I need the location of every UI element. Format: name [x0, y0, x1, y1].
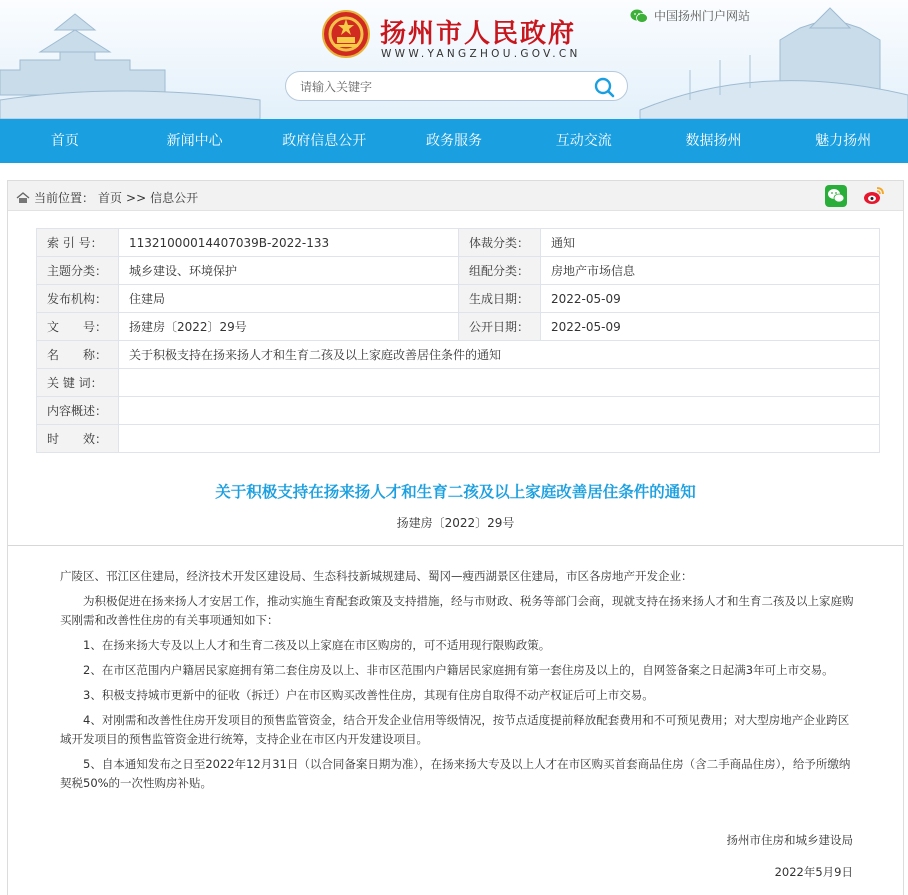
index-number-value: 11321000014407039B-2022-133 [119, 229, 459, 257]
main-nav [0, 119, 908, 163]
weibo-share-icon[interactable] [863, 185, 885, 207]
table-row [37, 425, 880, 453]
nav-data[interactable]: 数据扬州 [685, 133, 742, 149]
article-issuer: 扬州市住房和城乡建设局 [726, 833, 853, 847]
portal-link-label: 中国扬州门户网站 [654, 9, 751, 23]
breadcrumb-home[interactable]: 首页 [98, 191, 123, 205]
publisher-label: 发布机构： [37, 285, 119, 313]
article-item: 4、对刚需和改善性住房开发项目的预售监管资金，结合开发企业信用等级情况，按节点适度提前释放配套费用和不可预见费用；对大型房地产企业跨区域开发项目的预售监管资金进行统筹，支持企业在市区内开发建设项目。 [60, 713, 850, 746]
nav-charm[interactable]: 魅力扬州 [815, 133, 872, 149]
breadcrumb-separator: >> [126, 190, 147, 205]
table-row [37, 229, 880, 257]
article-item: 1、在扬来扬大专及以上人才和生育二孩及以上家庭在市区购房的，可不适用现行限购政策。 [83, 638, 551, 652]
portal-link[interactable] [630, 7, 750, 24]
doc-number-value: 扬建房〔2022〕29号 [119, 313, 459, 341]
validity-label: 时 效： [37, 425, 119, 453]
nav-home[interactable]: 首页 [50, 133, 79, 149]
divider [8, 545, 903, 546]
breadcrumb-current[interactable]: 信息公开 [150, 191, 199, 205]
table-row [37, 369, 880, 397]
site-title: 扬州市人民政府 [380, 19, 577, 49]
share-buttons [825, 185, 885, 207]
category-label: 组配分类： [459, 257, 541, 285]
metadata-table [36, 228, 880, 453]
breadcrumb-prefix: 当前位置： [34, 191, 95, 205]
breadcrumb [16, 189, 198, 206]
table-row [37, 285, 880, 313]
table-row [37, 397, 880, 425]
site-header [0, 0, 908, 119]
nav-gov-info[interactable]: 政府信息公开 [282, 133, 367, 149]
name-value: 关于积极支持在扬来扬人才和生育二孩及以上家庭改善居住条件的通知 [119, 341, 880, 369]
national-emblem-icon [322, 10, 370, 58]
site-logo[interactable] [322, 10, 592, 66]
keywords-value [119, 369, 880, 397]
breadcrumb-bar [8, 181, 903, 211]
table-row [37, 257, 880, 285]
home-icon [16, 192, 30, 204]
publisher-value: 住建局 [119, 285, 459, 313]
topic-value: 城乡建设、环境保护 [119, 257, 459, 285]
article-item: 3、积极支持城市更新中的征收（拆迁）户在市区购买改善性住房，其现有住房自取得不动产权证后可上市交易。 [83, 688, 654, 702]
validity-value [119, 425, 880, 453]
nav-interaction[interactable]: 互动交流 [555, 133, 612, 149]
topic-label: 主题分类： [37, 257, 119, 285]
index-number-label: 索 引 号： [37, 229, 119, 257]
site-url: WWW.YANGZHOU.GOV.CN [381, 48, 581, 60]
article-signature [727, 831, 854, 895]
name-label: 名 称： [37, 341, 119, 369]
article-addressee: 广陵区、邗江区住建局，经济技术开发区建设局、生态科技新城规建局、蜀冈—瘦西湖景区住建局，市区各房地产开发企业： [60, 569, 693, 583]
article-title: 关于积极支持在扬来扬人才和生育二孩及以上家庭改善居住条件的通知 [215, 483, 696, 501]
wechat-share-icon[interactable] [825, 185, 847, 207]
nav-services[interactable]: 政务服务 [426, 133, 483, 149]
summary-value [119, 397, 880, 425]
article-item: 5、自本通知发布之日至2022年12月31日（以合同备案日期为准），在扬来扬大专及以上人才在市区购买首套商品住房（含二手商品住房），给予所缴纳契税50%的一次性购房补贴。 [60, 757, 851, 790]
created-date-value: 2022-05-09 [541, 285, 880, 313]
search-box [285, 71, 628, 101]
content-frame [7, 180, 904, 895]
keywords-label: 关 键 词： [37, 369, 119, 397]
table-row [37, 341, 880, 369]
search-input[interactable] [300, 77, 580, 97]
doc-number-label: 文 号： [37, 313, 119, 341]
table-row [37, 313, 880, 341]
genre-value: 通知 [541, 229, 880, 257]
category-value: 房地产市场信息 [541, 257, 880, 285]
article-intro: 为积极促进在扬来扬人才安居工作，推动实施生育配套政策及支持措施，经与市财政、税务等部门会商，现就支持在扬来扬人才和生育二孩及以上家庭购买刚需和改善性住房的有关事项通知如下： [60, 594, 854, 627]
summary-label: 内容概述： [37, 397, 119, 425]
genre-label: 体裁分类： [459, 229, 541, 257]
publish-date-value: 2022-05-09 [541, 313, 880, 341]
article-body [60, 567, 855, 799]
publish-date-label: 公开日期： [459, 313, 541, 341]
search-icon[interactable] [593, 76, 615, 98]
article-date: 2022年5月9日 [774, 865, 853, 879]
article-doc-number: 扬建房〔2022〕29号 [396, 516, 515, 530]
wechat-icon [630, 8, 648, 24]
article-item: 2、在市区范围内户籍居民家庭拥有第二套住房及以上、非市区范围内户籍居民家庭拥有第一套住房及以上的，自网签备案之日起满3年可上市交易。 [83, 663, 834, 677]
nav-news[interactable]: 新闻中心 [166, 133, 223, 149]
created-date-label: 生成日期： [459, 285, 541, 313]
